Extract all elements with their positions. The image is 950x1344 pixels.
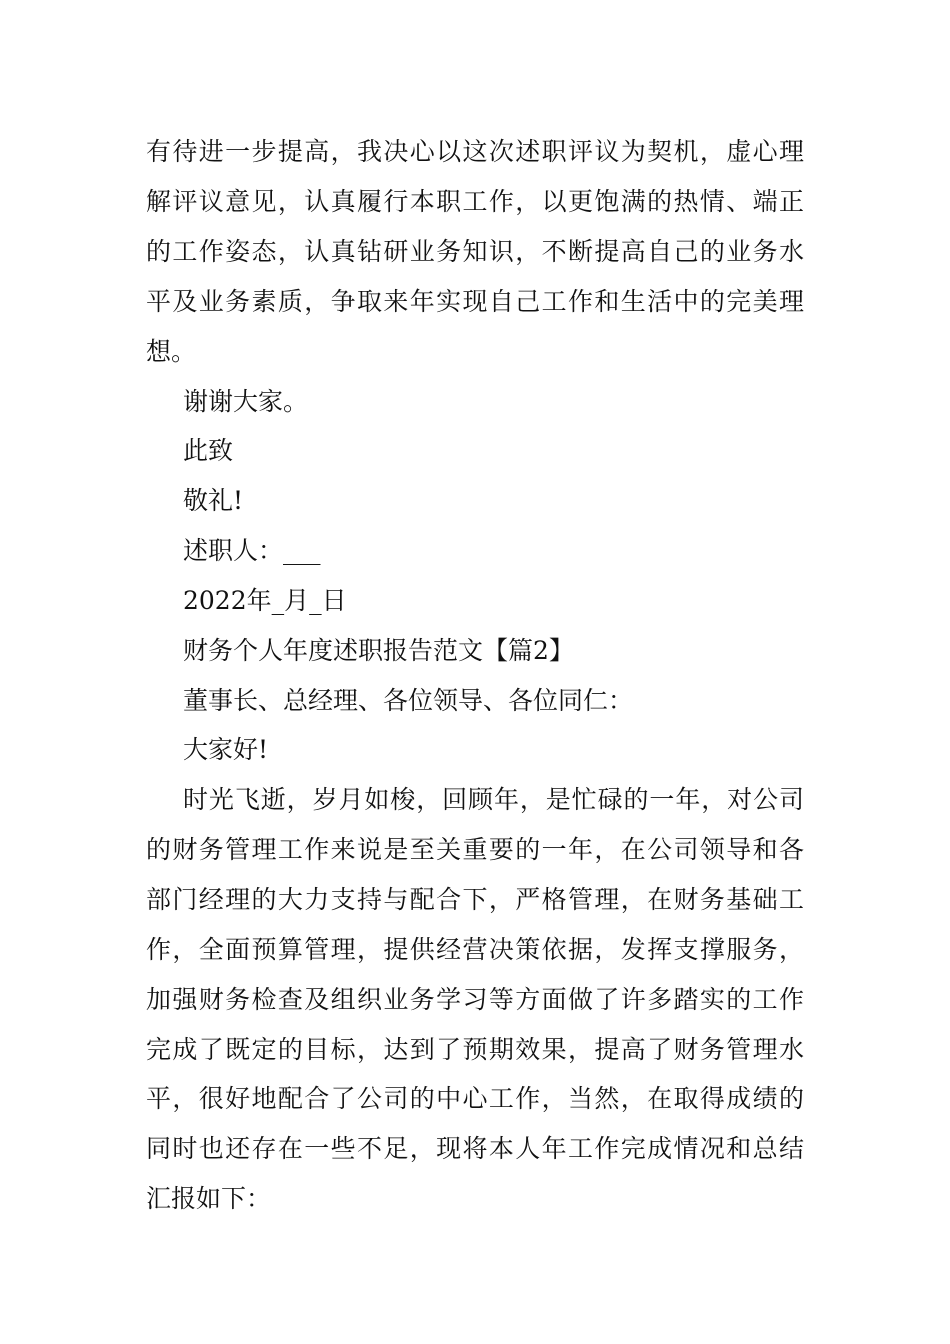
greeting-line: 大家好! (183, 735, 269, 764)
paragraph-line: 平，很好地配合了公司的中心工作，当然，在取得成绩的 (146, 1084, 804, 1113)
closing-line: 此致 (183, 436, 234, 465)
paragraph-line: 平及业务素质，争取来年实现自己工作和生活中的完美理 (146, 287, 804, 316)
paragraph-line: 部门经理的大力支持与配合下，严格管理，在财务基础工 (146, 885, 804, 914)
paragraph-line: 的工作姿态，认真钻研业务知识，不断提高自己的业务水 (146, 237, 804, 266)
salutation-line: 敬礼! (183, 486, 244, 515)
signature-line: 述职人：___ (183, 536, 321, 565)
thanks-line: 谢谢大家。 (183, 387, 309, 416)
paragraph-line: 有待进一步提高，我决心以这次述职评议为契机，虚心理 (146, 137, 804, 166)
paragraph-line: 作，全面预算管理，提供经营决策依据，发挥支撑服务， (146, 935, 804, 964)
paragraph-line: 汇报如下： (146, 1184, 272, 1213)
paragraph-line: 想。 (146, 337, 197, 366)
paragraph-line: 时光飞逝，岁月如梭，回顾年，是忙碌的一年，对公司 (183, 785, 804, 814)
paragraph-line: 完成了既定的目标，达到了预期效果，提高了财务管理水 (146, 1035, 804, 1064)
paragraph-line: 加强财务检查及组织业务学习等方面做了许多踏实的工作 (146, 985, 804, 1014)
date-line: 2022年_月_日 (183, 586, 347, 615)
paragraph-line: 同时也还存在一些不足，现将本人年工作完成情况和总结 (146, 1134, 804, 1163)
section-title: 财务个人年度述职报告范文【篇2】 (183, 636, 574, 665)
paragraph-line: 的财务管理工作来说是至关重要的一年，在公司领导和各 (146, 835, 804, 864)
greeting-line: 董事长、总经理、各位领导、各位同仁： (183, 686, 634, 715)
paragraph-line: 解评议意见，认真履行本职工作，以更饱满的热情、端正 (146, 187, 804, 216)
